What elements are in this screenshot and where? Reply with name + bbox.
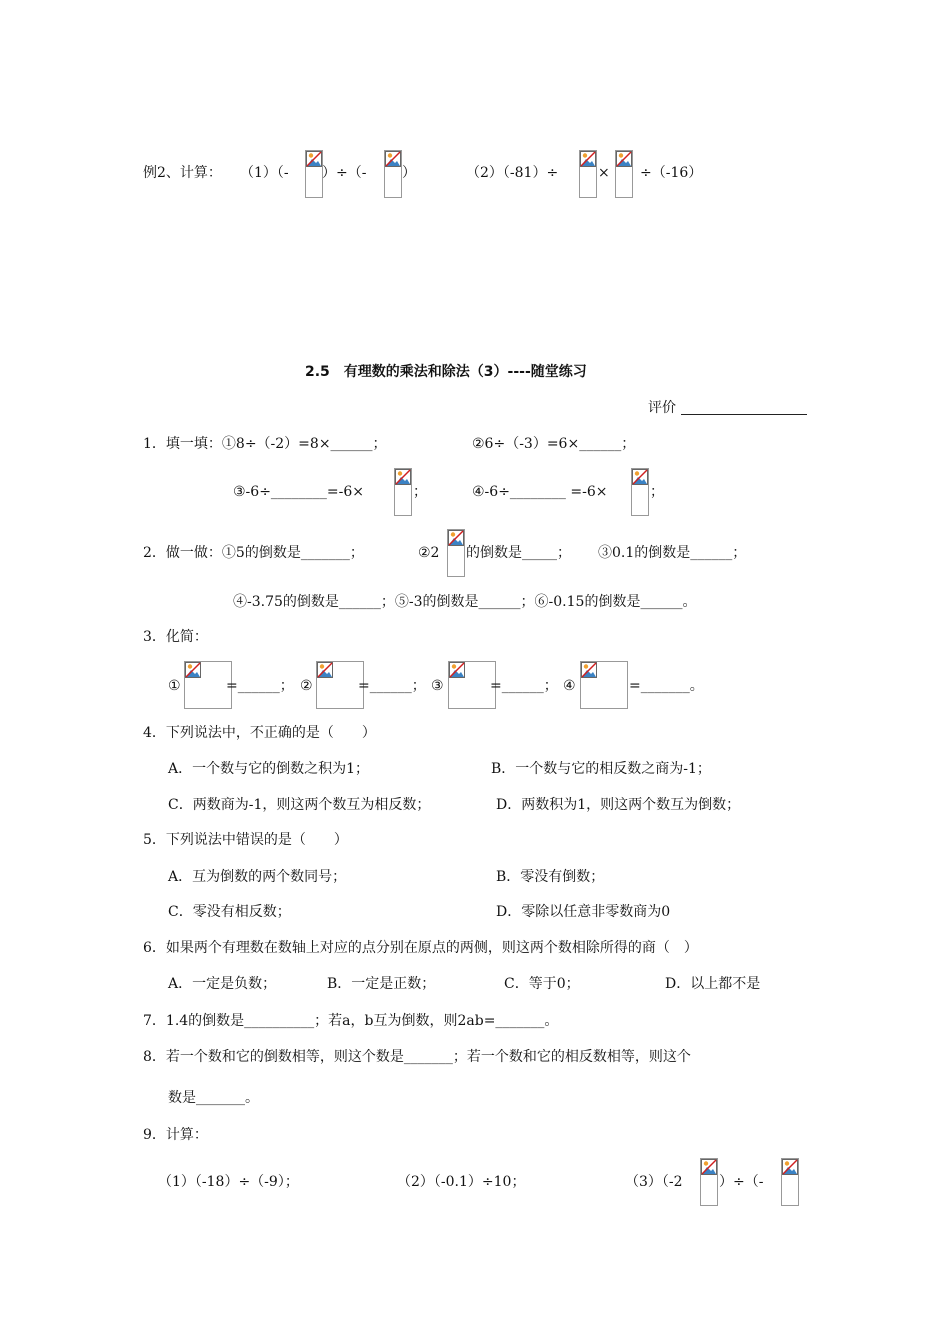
q1-line2b: ④-6÷________ =-6× — [472, 484, 608, 500]
q9-p3b: ）÷（- — [719, 1174, 764, 1190]
q9-p2: （2）（-0.1）÷10； — [397, 1174, 526, 1190]
example2-label: 例2、计算： — [143, 165, 222, 181]
q6-option-c: C．等于0； — [504, 976, 580, 992]
q7-text: 7．1.4的倒数是__________；若a，b互为倒数，则2ab=_______。 — [143, 1013, 559, 1029]
q2-line1b: ②2 — [418, 545, 440, 561]
broken-image-icon — [316, 661, 364, 709]
broken-image-icon — [447, 529, 465, 577]
q5-option-d: D．零除以任意非零数商为0 — [496, 904, 671, 920]
q3-blank-4: =_______。 — [629, 678, 704, 694]
q1-line1a: 1．填一填：①8÷（-2）=8×______； — [143, 436, 387, 452]
example2-p2-start: （2）（-81）÷ — [466, 165, 559, 181]
q6-option-a: A．一定是负数； — [168, 976, 277, 992]
section-title: 2.5 有理数的乘法和除法（3）----随堂练习 — [305, 364, 587, 380]
q2-line1c: 的倒数是_____； — [466, 545, 571, 561]
q3-label: 3．化简： — [143, 629, 208, 645]
rating-label: 评价 — [648, 400, 676, 416]
q6-option-d: D．以上都不是 — [665, 976, 761, 992]
q3-c4: ④ — [563, 678, 576, 694]
q4-option-a: A．一个数与它的倒数之积为1； — [168, 761, 370, 777]
q5-option-c: C．零没有相反数； — [168, 904, 291, 920]
q3-blank-1: =______； — [226, 678, 294, 694]
q9-label: 9．计算： — [143, 1127, 208, 1143]
q1-line1b: ②6÷（-3）=6×______； — [472, 436, 636, 452]
example2-p2-times: × — [598, 165, 610, 181]
q8-line1: 8．若一个数和它的倒数相等，则这个数是_______；若一个数和它的相反数相等，则这个 — [143, 1049, 691, 1065]
q3-c3: ③ — [431, 678, 444, 694]
q4-option-b: B．一个数与它的相反数之商为-1； — [491, 761, 711, 777]
broken-image-icon — [448, 661, 496, 709]
q6-stem: 6．如果两个有理数在数轴上对应的点分别在原点的两侧，则这两个数相除所得的商（ ） — [143, 940, 698, 956]
q4-option-d: D．两数积为1，则这两个数互为倒数； — [496, 797, 741, 813]
broken-image-icon — [305, 150, 323, 198]
q4-option-c: C．两数商为-1，则这两个数互为相反数； — [168, 797, 431, 813]
broken-image-icon — [580, 661, 628, 709]
q8-line2: 数是_______。 — [168, 1090, 259, 1106]
q6-option-b: B．一定是正数； — [327, 976, 436, 992]
broken-image-icon — [781, 1158, 799, 1206]
q1-semi-2: ； — [650, 484, 664, 500]
q3-blank-3: =______； — [490, 678, 558, 694]
broken-image-icon — [394, 468, 412, 516]
q4-stem: 4．下列说法中，不正确的是（ ） — [143, 725, 376, 741]
q9-p3a: （3）（-2 — [625, 1174, 683, 1190]
example2-p2-end: ÷（-16） — [640, 165, 703, 181]
broken-image-icon — [384, 150, 402, 198]
q5-option-b: B．零没有倒数； — [496, 869, 605, 885]
q3-blank-2: =______； — [358, 678, 426, 694]
q5-stem: 5．下列说法中错误的是（ ） — [143, 832, 348, 848]
q9-p1: （1）（-18）÷（-9）； — [158, 1174, 299, 1190]
q2-line1d: ③0.1的倒数是______； — [598, 545, 747, 561]
q5-option-a: A．互为倒数的两个数同号； — [168, 869, 347, 885]
broken-image-icon — [184, 661, 232, 709]
q3-c2: ② — [300, 678, 313, 694]
broken-image-icon — [579, 150, 597, 198]
example2-p1-open: （1）（- — [240, 165, 289, 181]
q2-line2: ④-3.75的倒数是______；⑤-3的倒数是______；⑥-0.15的倒数是______。 — [233, 594, 697, 610]
q2-line1a: 2．做一做：①5的倒数是_______； — [143, 545, 364, 561]
broken-image-icon — [615, 150, 633, 198]
q1-semi: ； — [413, 484, 427, 500]
broken-image-icon — [631, 468, 649, 516]
q1-line2a: ③-6÷________=-6× — [233, 484, 365, 500]
rating-underline — [681, 414, 807, 415]
example2-p1-close: ） — [402, 165, 416, 181]
example2-p1-mid: ）÷（- — [322, 165, 367, 181]
broken-image-icon — [700, 1158, 718, 1206]
q3-c1: ① — [168, 678, 181, 694]
